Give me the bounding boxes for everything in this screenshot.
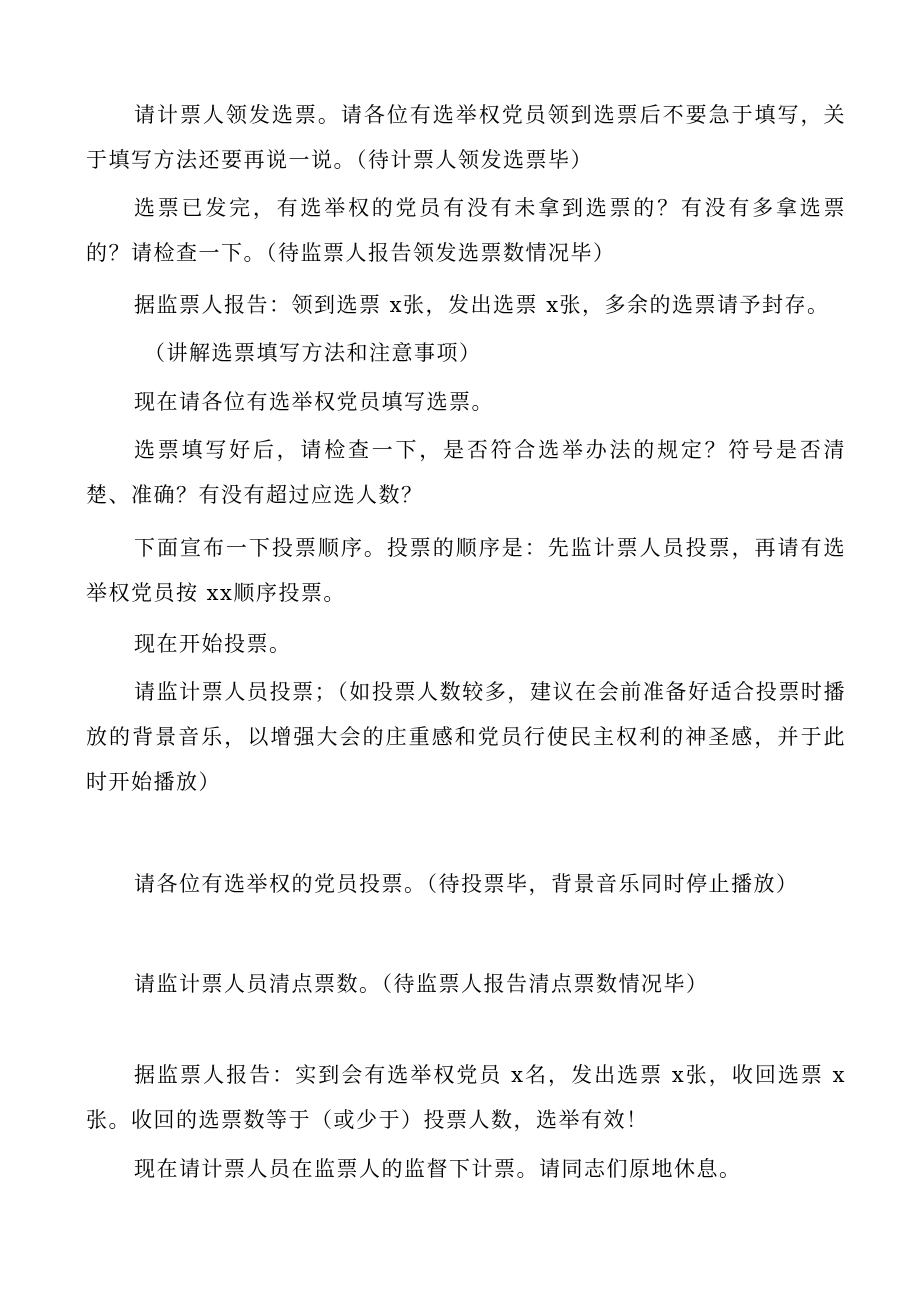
paragraph-fill-ballot: 现在请各位有选举权党员填写选票。 [134, 390, 494, 414]
paragraph-supervisor-report-2: 据监票人报告：实到会有选举权党员 x名，发出选票 x张，收回选票 x张。收回的选票数等于（或少于）投票人数，选举有效！ [86, 1063, 846, 1132]
paragraph-staff-vote: 请监计票人员投票；（如投票人数较多，建议在会前准备好适合投票时播放的背景音乐，以增强大会的庄重感和党员行使民主权利的神圣感，并于此时开始播放） [86, 680, 846, 794]
paragraph-supervisor-report-1: 据监票人报告：领到选票 x张，发出选票 x张，多余的选票请予封存。 [134, 293, 830, 317]
paragraph-voting-order: 下面宣布一下投票顺序。投票的顺序是：先监计票人员投票，再请有选举权党员按 xx顺序投票。 [86, 536, 846, 605]
paragraph-ballot-distribution: 请计票人领发选票。请各位有选举权党员领到选票后不要急于填写，关于填写方法还要再说一说。（待计票人领发选票毕） [86, 103, 846, 172]
paragraph-start-voting: 现在开始投票。 [134, 632, 292, 656]
paragraph-ballot-check: 选票已发完，有选举权的党员有没有未拿到选票的？有没有多拿选票的？请检查一下。（待监票人报告领发选票数情况毕） [86, 196, 846, 265]
paragraph-tally-votes: 现在请计票人员在监票人的监督下计票。请同志们原地休息。 [134, 1157, 742, 1181]
paragraph-count-votes: 请监计票人员清点票数。（待监票人报告清点票数情况毕） [134, 972, 709, 996]
paragraph-explain-method: （讲解选票填写方法和注意事项） [144, 341, 482, 365]
paragraph-check-ballot: 选票填写好后，请检查一下，是否符合选举办法的规定？符号是否清楚、准确？有没有超过应选人数？ [86, 438, 846, 507]
paragraph-members-vote: 请各位有选举权的党员投票。（待投票毕，背景音乐同时停止播放） [134, 872, 799, 896]
